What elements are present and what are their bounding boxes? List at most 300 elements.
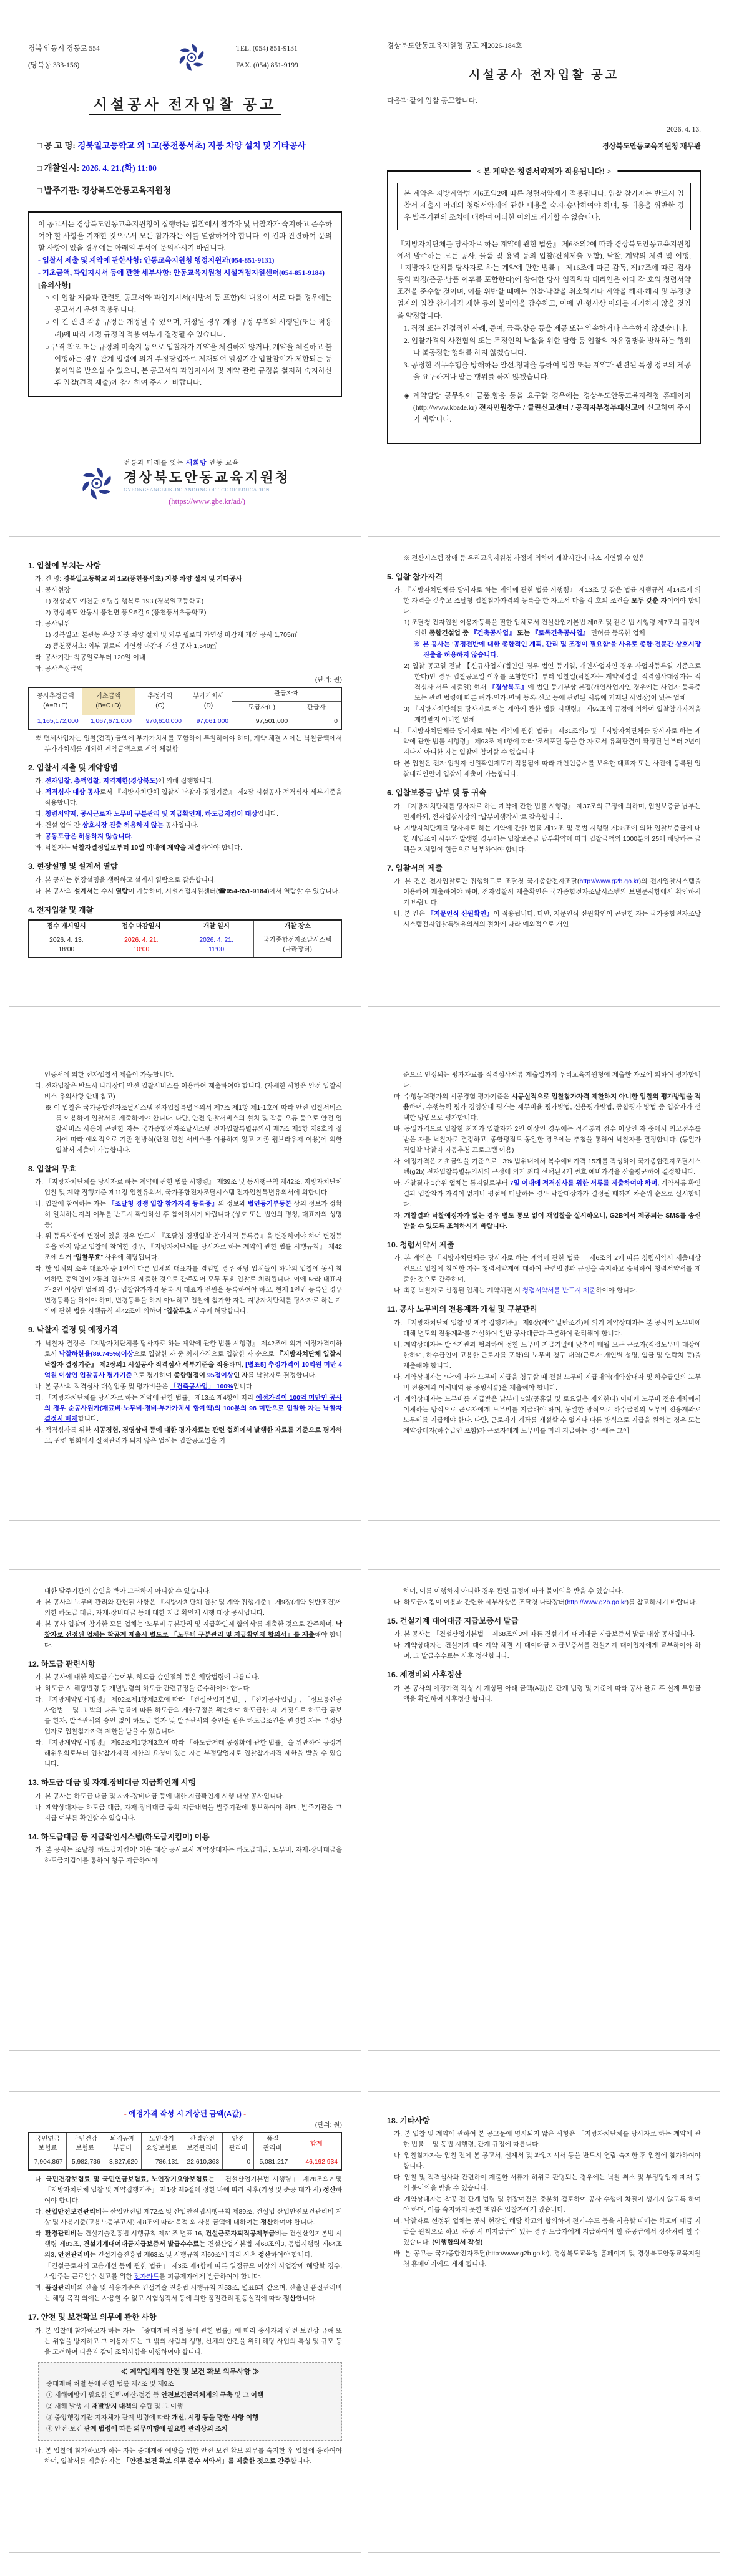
table-header-cell: 접수 마감일시 bbox=[104, 920, 179, 934]
text-run: 하여야 합니다. bbox=[273, 2219, 315, 2227]
text-run: 에 법인 등기부상 본점(개인사업자인 경우에는 사업자 등록증 또는 관련 법령에 따른 허가·인가·면허·등록·신고 등에 관련된 서류에 기재된 사업장)이 있는 업체 bbox=[414, 684, 701, 702]
text-run: 가. 본 공사는 하도급 대금 및 자재·장비대금 등에 대한 지급확인제 시행 대상 공사입니다. bbox=[35, 1792, 285, 1800]
paragraph bbox=[28, 2326, 342, 2358]
paragraph bbox=[387, 617, 701, 639]
safety-obligation-box bbox=[38, 2362, 342, 2441]
section-heading: 8. 입찰의 무효 bbox=[28, 1165, 77, 1173]
text-run: 2) 풍천풍서초: 외부 필로티 가연성 마감재 개선 공사 1,540㎡ bbox=[45, 642, 217, 651]
page-8 bbox=[368, 1569, 720, 2051]
text-run: 입찰무효 bbox=[75, 1254, 101, 1262]
text-run: (이행합의서 작성) bbox=[432, 2239, 483, 2247]
right-aligned-text bbox=[387, 124, 701, 136]
paragraph bbox=[387, 95, 701, 107]
table-header-cell: 추정가격 (C) bbox=[135, 687, 185, 715]
paragraph bbox=[28, 2207, 342, 2228]
paragraph bbox=[28, 787, 342, 808]
paragraph bbox=[38, 268, 332, 279]
text-run: 「건설근로자의 고용개선 등에 관한 법률」 제3조 제4항에 따른 일정규모 이상의 사업장에 해당할 경우, 사업주는 근로일수 신고를 위한 bbox=[44, 2262, 342, 2281]
paragraph bbox=[387, 1156, 701, 1178]
text-run: 『조달청 경쟁 입찰 참가자격 등록증』 bbox=[108, 1200, 218, 1208]
text-run: )를 참고하시기 바랍니다. bbox=[626, 1599, 698, 1606]
table-row bbox=[29, 2156, 341, 2170]
text-run: 2) 입찰 공고일 전날 【신규사업자(법인인 경우 법인 등기일, 개인사업자인 경우 사업자등록일 기준으로 한다)인 경우 입찰공고일 이후를 포함한다】부터 입찰일(낙찰자는 계약체결일, 적격심사대상자는 적격심사 서류 제출일) 현재 bbox=[404, 662, 701, 692]
text-run: 산업안전보건관리비 bbox=[45, 2208, 102, 2216]
paragraph bbox=[28, 1619, 342, 1651]
text-run: 마. bbox=[35, 833, 45, 841]
text-run: 정산 bbox=[260, 2219, 273, 2227]
paragraph bbox=[28, 1695, 342, 1737]
text-run: 3) 『지방자치단체를 당사자로 하는 계약에 관한 법률 시행령』 제92조의 규정에 의하여 입찰참가자격을 제한받지 아니한 업체 bbox=[404, 705, 701, 724]
text-run: 3. 공정한 직무수행을 방해하는 알선.청탁을 통하여 입찰 또는 계약과 관련된 특정 정보의 제공을 요구하거나 받는 행위를 하지 않겠습니다. bbox=[404, 361, 691, 381]
text-run: 바. 본 공사 입찰에 참가한 모든 업체는 '노무비 구분관리 및 지급확인제 합의서'를 제출한 것으로 간주하며, bbox=[35, 1620, 336, 1628]
text-run: 는 「건설산업기본법 시행령」 제26조의2 및 「지방자치단체 입찰 및 계약집행기준」 제1장 제9절에 정한 바에 따라 사후(기성 및 준공 대가 시) bbox=[44, 2176, 342, 2194]
paragraph bbox=[387, 1318, 701, 1339]
spacer bbox=[397, 427, 691, 435]
table-header-cell: 퇴직공제 부금비 bbox=[104, 2133, 141, 2156]
text-run: ○ 규격 착오 또는 규정의 미숙지 등으로 입찰자가 계약을 체결하지 않거나, 계약을 체결하고 불이행하는 경우 관계 법령에 의거 부정당업자로 제재되어 일정기간 입찰참여가 제한되는 등 불이익을 받으실 수 있으니, 본 공고서의 과업지시서 및 계약 관련 규정을 철저히 숙지하신 후 입찰(견적 제출)에 참가하여 주시기 바랍니다. bbox=[45, 343, 332, 387]
text-run: 건설근로자퇴직공제부금비 bbox=[205, 2230, 281, 2238]
section-heading: 2. 입찰서 제출 및 계약방법 bbox=[28, 763, 118, 773]
text-run: 가. 본 건은 전자입찰로만 집행하므로 조달청 국가종합전자조달( bbox=[394, 878, 580, 886]
paragraph bbox=[28, 843, 342, 853]
text-run: 안동 교육 bbox=[207, 460, 240, 467]
text-run: 는 건설기술진흥법 시행규칙 제61조 별표 16, bbox=[76, 2230, 206, 2238]
table-cell: 7,904,867 bbox=[29, 2156, 66, 2170]
page-10 bbox=[368, 2091, 720, 2553]
text-run: 2) 경상북도 안동시 풍천면 풍요5길 9 (풍천풍서초등학교) bbox=[45, 609, 207, 617]
document-title-text: 시설공사 전자입찰 공고 bbox=[89, 97, 282, 115]
education-office-logo-icon bbox=[177, 43, 206, 72]
paragraph bbox=[28, 875, 342, 886]
text-run: 가. 본 공사는 조달청 '하도급지킴이' 이용 대상 공사로서 계약상대자는 하도급대금, 노무비, 자재·장비대금을 하도급지킴이를 통하여 청구·지급하여야 bbox=[35, 1846, 342, 1865]
box-line bbox=[46, 2379, 334, 2390]
text-run: ☎054-851-9184 bbox=[218, 887, 267, 895]
paragraph bbox=[387, 1372, 701, 1393]
text-run: 마. bbox=[35, 2284, 46, 2292]
paragraph bbox=[387, 1211, 701, 1232]
section-heading: 11. 공사 노무비의 전용계좌 개설 및 구분관리 bbox=[387, 1305, 537, 1314]
text-run: 『토목건축공사업』 bbox=[531, 629, 589, 637]
paragraph bbox=[28, 1738, 342, 1770]
text-run: 건설기계대여대금지급보증서 발급수수료 bbox=[83, 2240, 200, 2249]
paragraph bbox=[28, 652, 342, 663]
paragraph bbox=[28, 2261, 342, 2282]
text-run: 다. 본 입찰은 전자 입찰자 신원확인제도가 적용됨에 따라 개인인증서를 보유한 대표자 또는 사전에 등록된 입찰대리인만이 입찰서 제출이 가능합니다. bbox=[394, 760, 701, 778]
text-run: 환경관리비 bbox=[45, 2230, 77, 2238]
text-run: 에 신고하여 주시기 바랍니다. bbox=[413, 404, 692, 424]
paragraph bbox=[28, 641, 342, 652]
text-run: 청렴서약제, 공사근로자 노무비 구분관리 및 지급확인제, 하도급지킴이 대상 bbox=[44, 810, 258, 818]
text-run: 경상북도안동교육지원청 재무관 bbox=[602, 142, 701, 150]
text-run: 하여야 합니다. bbox=[44, 2186, 342, 2205]
paragraph bbox=[387, 726, 701, 758]
text-run: ② 재해 발생 시 bbox=[46, 2403, 92, 2411]
text-run: 하고, 관련 협회에서 실적관리가 되지 않은 업체는 입찰공고일을 기 bbox=[44, 1426, 342, 1445]
text-run: 의 수립 및 그 이행 bbox=[131, 2403, 183, 2411]
paragraph bbox=[28, 596, 342, 607]
text-run: 나. bbox=[35, 2176, 46, 2184]
table-header-cell: 기초금액 (B=C+D) bbox=[82, 687, 135, 715]
table-row bbox=[29, 2133, 341, 2156]
document-title: 시설공사 전자입찰 공고 bbox=[468, 69, 620, 82]
text-run: http://www.g2b.go.kr bbox=[579, 878, 639, 886]
text-run: 나. 입찰에 참여하는 자는 bbox=[35, 1200, 109, 1208]
page-2 bbox=[368, 24, 720, 526]
text-run: 다. 입찰 및 적격심사와 관련하여 제출한 서류가 허위로 판명되는 경우에는 낙찰 취소 및 부정당업자 제재 등의 불이익을 받을 수 있습니다. bbox=[394, 2174, 701, 2192]
text-run: 시공경험, 경영상태 등에 대한 평가자료는 관련 협회에서 발행한 자료를 기준으로 평가 bbox=[93, 1426, 336, 1434]
integrity-pledge-box bbox=[387, 167, 701, 444]
table-header-cell: 합계 bbox=[291, 2133, 341, 2156]
text-run: 7일 이내에 적격심사를 위한 서류를 제출하여야 하며 bbox=[509, 1179, 658, 1187]
agency-name-english: GYEONGSANGBUK-DO ANDONG OFFICE OF EDUCATION bbox=[124, 487, 270, 493]
text-run: ◈ 계약담당 공무원이 금품.향응 등을 요구할 경우에는 경상북도안동교육지원청 홈페이지(http://www.kbade.kr) bbox=[404, 392, 691, 412]
text-run: 입니다. bbox=[233, 1382, 254, 1390]
paragraph bbox=[387, 1340, 701, 1372]
bid-schedule-table bbox=[28, 919, 342, 958]
text-run: 정산 bbox=[258, 2251, 271, 2259]
box-title: ≪ 계약업체의 안전 및 보건 확보 의무사항 ≫ bbox=[120, 2368, 260, 2376]
text-run: [별표5] 추정가격이 10억원 미만 4억원 이상인 입찰공사 평가기준 bbox=[44, 1360, 343, 1379]
spacer bbox=[28, 203, 342, 206]
text-run: 상의 정보가 정확히 일치하는지의 여부를 반드시 확인하신 후 참여하시기 바랍니다.(상호 또는 법인의 명칭, 대표자의 성명 등) bbox=[44, 1200, 342, 1229]
table-body bbox=[29, 934, 341, 957]
text-run: ※ 본 공사는 '공정전반에 대한 종합적인 계획, 관리 및 조정이 필요함'을 사유로 종합·전문간 상호시장 진출을 허용하지 않습니다. bbox=[414, 641, 701, 659]
table-cell: 786,131 bbox=[141, 2156, 182, 2170]
text-run: 으로 평가하여 bbox=[132, 1371, 174, 1379]
table-header-cell: 관급자재 bbox=[232, 687, 341, 701]
section-heading: 14. 하도급대금 등 지급확인시스템(하도급지킴이) 이용 bbox=[28, 1832, 210, 1841]
paragraph bbox=[28, 1425, 342, 1446]
table-head bbox=[29, 687, 341, 715]
text-run: 이 가능하며, 시설거점지원센터( bbox=[128, 887, 218, 895]
paragraph bbox=[387, 1629, 701, 1640]
text-run: 바. 낙찰자는 bbox=[35, 844, 72, 852]
text-run: 인 자 bbox=[233, 1371, 248, 1379]
paragraph bbox=[397, 323, 691, 335]
text-run: 가. 본 공사의 예정가격 작성 시 계상된 아래 금액(A값)은 관계 법령 및 기준에 따라 공사 완료 후 실제 투입금액을 확인하여 사후정산 합니다. bbox=[394, 1684, 701, 1703]
agency-website-url: (https://www.gbe.kr/ad/) bbox=[169, 497, 245, 506]
text-run: 다. 공사범위 bbox=[35, 620, 71, 628]
notice-box bbox=[28, 211, 342, 397]
paragraph bbox=[387, 1394, 701, 1436]
text-run: 공사입니다. bbox=[163, 821, 199, 830]
section-heading: 10. 청렴서약서 제출 bbox=[387, 1241, 454, 1249]
text-run: 나. 계약상대자는 건설기계 대여계약 체결 시 대여대금 지급보증서를 건설기계 대여업자에게 교부하여야 하며, 그 발급수수료는 사후 정산합니다. bbox=[394, 1642, 701, 1660]
text-run: 가. 『지방자치단체를 당사자로 하는 계약에 관한 법률 시행령』 제13조 및 같은 법률 시행규칙 제14조에 의한 자격을 갖추고 조달청 입찰참가자격의 등록을 한 자로서 다음 각 호의 조건을 bbox=[394, 586, 701, 605]
paragraph bbox=[28, 1081, 342, 1102]
text-run: 라. 계약상대자는 착공 전 관계 법령 및 현장여건을 충분히 검토하여 공사 수행에 차질이 생기지 않도록 하여야 하며, 이를 숙지하지 못한 책임은 입찰자에게 있습니다. bbox=[394, 2196, 701, 2214]
paragraph bbox=[387, 1253, 701, 1285]
paragraph bbox=[387, 1640, 701, 1662]
text-run: 95점이상 bbox=[207, 1371, 234, 1379]
table-cell: 22,610,363 bbox=[182, 2156, 222, 2170]
table-head bbox=[29, 2133, 341, 2156]
text-run: 정산 bbox=[283, 2295, 296, 2303]
text-run: 이 적용됩니다. 다만, 지문인식 신원확인이 곤란한 자는 국가종합전자조달시스템전자입찰특별유의서의 절차에 따라 예외적으로 개인 bbox=[403, 910, 702, 929]
text-run: 나. 「지방자치단체를 당사자로 하는 계약에 관한 법률」 제31조의5 및 「지방자치단체를 당사자로 하는 계약에 관한 법률 시행령」 제93조 제1항에 따라 '조세포탈 등을 한 자'로서 유죄판결이 확정된 날부터 2년이 지나지 아니한 자는 입찰에 참여할 수 없습니다 bbox=[394, 727, 701, 757]
text-run: 로서 『지방자치단체 입찰시 낙찰자 결정기준』 제2장 시설공사 적격심사 세부기준을 적용합니다. bbox=[44, 788, 342, 807]
paragraph bbox=[28, 886, 342, 897]
text-run: http://www.g2b.go.kr bbox=[567, 1599, 627, 1606]
paragraph bbox=[387, 1092, 701, 1123]
paragraph bbox=[28, 1803, 342, 1824]
agency-footer bbox=[28, 458, 342, 510]
letterhead-address bbox=[28, 41, 147, 75]
text-run: 는 건설산업기본법 제68조의3, 동법시행령 제64조의3, bbox=[44, 2240, 342, 2259]
text-run: 안전보건관리체계의 구축 bbox=[161, 2391, 233, 2399]
paragraph bbox=[387, 639, 701, 661]
text-run: 다. 전자입찰은 반드시 나라장터 안전 입찰서비스를 이용하여 제출하여야 합니다. (자세한 사항은 안전 입찰서비스 유의사항 안내 참고) bbox=[35, 1082, 342, 1100]
text-run: )의 전자입찰시스템을 이용하여 제출하여야 하며, 전자입찰서 제출확인은 국가종합전자조달시스템의 보낸문서함에서 확인하시기 바랍니다. bbox=[403, 878, 702, 907]
text-run: 전자카드 bbox=[134, 2273, 160, 2281]
paragraph bbox=[387, 909, 701, 930]
paragraph bbox=[387, 661, 701, 704]
spacer bbox=[397, 384, 691, 390]
text-run: ④ 안전·보건 bbox=[46, 2425, 84, 2433]
text-run: 국민건강보험료 및 국민연금보험료, 노인장기요양보험료 bbox=[46, 2176, 208, 2184]
text-run: 다음과 같이 입찰 공고합니다. bbox=[387, 97, 477, 105]
paragraph bbox=[387, 1070, 701, 1091]
text-run: 나. 입찰참가자는 입찰 전에 본 공고서, 설계서 및 과업지시서 등을 반드시 열람·숙지한 후 입찰에 참가하여야 합니다. bbox=[394, 2152, 701, 2171]
text-run: 나. 지방자치단체를 당사자로 하는 계약에 관한 법률 제12조 및 동법 시행령 제38조에 의한 입찰보증금에 대한 세입조치 사유가 발생한 경우에는 입찰보증금 납부확약에 따라 입찰금액의 1000분의 25에 해당하는 금액을 지체없이 현금으로 납부하여야 합니다. bbox=[394, 824, 701, 853]
paragraph bbox=[28, 1791, 342, 1802]
table-cell: 5,081,217 bbox=[254, 2156, 291, 2170]
spacer bbox=[28, 117, 342, 135]
text-run: 마. 공사추정금액 bbox=[35, 665, 83, 673]
text-run: 다. 계약상대자는 “나”에 따라 노무비 지급을 청구할 때 전월 노무비 지급내역(계약상대자 및 하수급인의 노무비 전용계좌 이체내역 등 증빙서류)을 제출해야 합니다. bbox=[394, 1373, 701, 1392]
table-header-cell: 접수 개시일시 bbox=[29, 920, 104, 934]
square-bullet-icon: □ bbox=[37, 140, 44, 150]
text-run: 이어야 합니다. bbox=[403, 597, 701, 616]
paragraph bbox=[387, 1178, 701, 1210]
page-3 bbox=[9, 536, 361, 1007]
text-run: 낙찰자결정일로부터 10일 이내에 계약을 체결 bbox=[72, 844, 201, 852]
text-run: 바. 본 공고는 국가종합전자조달(http://www.g2b.go.kr), 경상북도교육청 홈페이지 및 경상북도안동교육지원청 홈페이지에도 게재 됩니다. bbox=[394, 2250, 701, 2269]
paragraph bbox=[387, 1286, 701, 1296]
paragraph bbox=[28, 1264, 342, 1317]
table-body bbox=[29, 2156, 341, 2170]
text-run: 또는 bbox=[515, 629, 532, 637]
text-run: 안전관리비 bbox=[57, 2251, 90, 2259]
text-run: 가. 본 입찰 및 계약에 관하여 본 공고문에 명시되지 않은 사항은 「지방자치단체를 당사자로 하는 계약에 관한 법률」 및 동법 시행령, 관계 규정에 따릅니다. bbox=[394, 2130, 701, 2149]
text-run: ※ 전산시스템 장애 등 우리교육지원청 사정에 의하여 개찰시간이 다소 지연될 수 있음 bbox=[403, 554, 645, 562]
paragraph bbox=[38, 293, 332, 316]
text-run: 열람 bbox=[115, 887, 129, 895]
text-run: ※ 면세사업자는 입찰(견적) 금액에 부가가치세를 포함하여 투찰하여야 하며, 계약 체결 시에는 낙찰금액에서 부가가치세를 제외한 계약금액으로 계약 체결함 bbox=[35, 735, 342, 753]
text-run: ③ 중앙행정기관·지자체가 관계 법령에 따라 bbox=[46, 2414, 172, 2422]
text-run: 나. bbox=[35, 788, 46, 797]
page-6 bbox=[368, 1053, 720, 1521]
text-run: 나. 최종 낙찰자로 선정된 업체는 계약체결 시 bbox=[394, 1287, 522, 1295]
agency-footer-text bbox=[124, 458, 290, 508]
text-run: 라. 계약상대자는 노무비를 지급받은 날부터 5일(공휴일 및 토요일은 제외한다) 이내에 노무비 전용계좌에서 이체하는 방식으로 근로자에게 노무비를 지급해야 하며, 동일한 방식으로 하수급인의 노무비 전용계좌로 노무비를 지급해야 한다. 다만, 근로자가 계좌를 개설할 수 없거나 다른 방식으로 지급을 원하는 경우 또는 계약상대자(하수급인 포함)가 근로자에게 노무비를 미리 지급하는 경우에는 그에 bbox=[394, 1395, 701, 1435]
text-run: ① 재해예방에 필요한 인력·예산·점검 등 bbox=[46, 2391, 162, 2399]
paragraph bbox=[387, 1683, 701, 1705]
table-cell: 1,067,671,000 bbox=[82, 715, 135, 729]
text-run: 마. 수행능력평가의 시공경험 평가기준은 bbox=[394, 1093, 512, 1100]
text-run: 본 계약은 지방계약법 제6조의2에 따른 청렴서약제가 적용됩니다. 입찰 참가자는 반드시 입찰서 제출시 아래의 청렴서약제에 관한 내용을 숙지·승낙하여야 하며, 동 내용을 위반한 경우 발주기관의 조치에 대하여 어떠한 이의도 제기할 수 없습니다. bbox=[404, 190, 684, 221]
paragraph bbox=[387, 2172, 701, 2194]
text-run: 합니다. bbox=[290, 2457, 311, 2466]
paragraph bbox=[28, 1672, 342, 1683]
table-cell: 0 bbox=[291, 715, 341, 729]
box-line bbox=[46, 2413, 334, 2423]
text-run: 재발방지 대책 bbox=[91, 2403, 132, 2411]
text-run: 나. 하도급 시 해당법령 등 개별법령의 하도급 관련규정을 준수하여야 합니다 bbox=[35, 1685, 250, 1693]
text-run: ※ 이 입찰은 국가종합전자조달시스템 전자입찰특별유의서 제7조 제1항 제1-1호에 따라 안전 입찰서비스를 이용하여 입찰서를 제출하여야 합니다. 다만, 안전 입찰서비스의 설치 및 작동 오류 등으로 안전 입찰서비스 사용이 곤란한 자는 국가종합전자조달시스템 전자입찰특별유의서 제7조 제1항 제8호의 절차에 따라 예외적으로 기존 웹방식(안전 입찰 서비스를 이용하지 않고 기존 웹브라우저 이용)에 의한 입찰서 제출이 가능합니다. bbox=[45, 1104, 342, 1154]
text-run: 개선, 시정 등을 명한 사항 이행 bbox=[172, 2414, 259, 2422]
text-run: 하며, 이를 이행하지 아니한 경우 관련 규정에 따라 불이익을 받을 수 있습니다. bbox=[403, 1587, 624, 1595]
box-line bbox=[46, 2390, 334, 2401]
paragraph bbox=[28, 664, 342, 674]
labeled-item bbox=[28, 184, 342, 198]
box-line bbox=[46, 2401, 334, 2412]
text-run: 이 공고서는 경상북도안동교육지원청이 집행하는 입찰에서 참가자 및 낙찰자가 숙지하고 준수하여야 할 사항을 기재한 것으로서 모든 참가자는 이를 열람하여야 합니다. 이 건과 관련하여 문의할 사항이 있을 경우에는 아래의 부서에 문의하시기 바랍니다. bbox=[38, 220, 332, 252]
text-run: 품질관리비 bbox=[45, 2284, 77, 2292]
paragraph bbox=[387, 2216, 701, 2248]
text-run: 「안전·보건 확보 의무 준수 서약서」를 제출한 것으로 간주 bbox=[123, 2457, 291, 2466]
text-run: 정산 bbox=[323, 2186, 336, 2194]
table-row bbox=[29, 687, 341, 701]
table-header-cell: 공사추정금액 (A=B+E) bbox=[29, 687, 82, 715]
paragraph bbox=[387, 704, 701, 725]
section-heading: 5. 입찰 참가자격 bbox=[387, 573, 443, 581]
text-run: 다. 위 등록사항에 변경이 있을 경우 반드시 『조달청 경쟁입찰 참가자격 등록증』을 변경하여야 하며 변경등록을 하지 않고 입찰에 참여한 경우, 『지방자치단체를 당사자로 하는 계약에 관한 법률 시행규칙』 제42조에 의거 “ bbox=[35, 1232, 342, 1262]
text-run: 가. bbox=[35, 777, 45, 785]
paragraph bbox=[387, 1586, 701, 1597]
text-run: 전자입찰, 총액입찰, 지역제한(경상북도) bbox=[44, 777, 158, 785]
paragraph bbox=[38, 255, 332, 267]
paragraph bbox=[28, 1683, 342, 1694]
text-run: 및 그 bbox=[232, 2391, 251, 2399]
paragraph bbox=[28, 1231, 342, 1263]
table-cell: 3,827,620 bbox=[104, 2156, 141, 2170]
estimated-cost-table bbox=[28, 687, 342, 730]
text-run: 나. 본 공사의 bbox=[35, 887, 74, 895]
paragraph bbox=[387, 585, 701, 617]
paragraph bbox=[28, 1597, 342, 1619]
paragraph bbox=[28, 1382, 342, 1392]
text-run: 「건축공사업」 100% bbox=[170, 1382, 233, 1390]
table-cell: 970,610,000 bbox=[135, 715, 185, 729]
text-run: 하며, bbox=[228, 1360, 246, 1368]
text-run: 자. bbox=[394, 1212, 404, 1219]
text-run: 관계 법령에 따른 의무이행에 필요한 관리상의 조치 bbox=[84, 2425, 228, 2433]
paragraph bbox=[28, 1070, 342, 1080]
text-run: 『지문인식 신원확인』 bbox=[427, 910, 494, 918]
table-header-cell: 관급자 bbox=[291, 702, 341, 715]
agency-slogan bbox=[124, 458, 290, 468]
text-run: 1. 직접 또는 간접적인 사례, 증여, 금품.향응 등을 제공 또는 약속하거나 수수하지 않겠습니다. bbox=[404, 324, 688, 332]
section-heading: 16. 제경비의 사후정산 bbox=[387, 1670, 462, 1680]
section-heading: 6. 입찰보증금 납부 및 동 귀속 bbox=[387, 788, 487, 798]
text-run: 가. 낙찰자 결정은 『지방자치단체를 당사자로 하는 계약에 관한 법률 시행령』 제42조에 의거 예정가격이하로서 bbox=[35, 1339, 342, 1358]
box-legend: < 본 계약은 청렴서약제가 적용됩니다! > bbox=[471, 165, 617, 178]
text-run: 사. 예정가격은 기초금액을 기준으로 ±3% 범위내에서 복수예비가격 15개를 작성하여 국가종합전자조달시스템(g2b) 전자입찰특별유의서의 규정에 의거 최다 선택된 4개 번호 예비가격을 산술평균하여 결정합니다. bbox=[394, 1158, 701, 1176]
paragraph bbox=[38, 219, 332, 254]
paragraph bbox=[387, 2151, 701, 2172]
text-run: 발주기관: bbox=[44, 186, 82, 196]
text-run: 가. 본 공사는 「건설산업기본법」 제68조의3에 따른 건설기계 대여대금 지급보증서 발급 대상 공사입니다. bbox=[394, 1630, 695, 1639]
a-value-settlement-table bbox=[28, 2132, 342, 2171]
section-heading: 9. 낙찰자 결정 및 예정가격 bbox=[28, 1325, 118, 1335]
text-run: 전통과 미래를 잇는 bbox=[124, 460, 187, 467]
table-cell: 97,501,000 bbox=[232, 715, 291, 729]
text-run: 라. 『지방계약법시행령』 제92조제1항제3호에 따라 「하도급거래 공정화에 관한 법률」을 위반하여 공정거래위원회로부터 입찰참가자격 제한의 요청이 있는 자는 부정당업자로 입찰참가자격 제한을 받을 수 있습니다. bbox=[35, 1739, 342, 1768]
paragraph bbox=[28, 809, 342, 820]
text-run: 가. 본 계약은 「지방자치단체를 당사자로 하는 계약에 관한 법률」 제6조의 2에 따른 청렴서약서 제출대상 건으로 입찰에 참여한 자는 청렴서약제에 대하여 관련법령과 규정을 숙지하고 승낙하여 청렴서약서를 제출한 것으로 간주하며, bbox=[394, 1254, 701, 1284]
paragraph bbox=[28, 831, 342, 842]
text-run: 경상북도안동교육지원청 공고 제2026-184호 bbox=[387, 42, 522, 50]
text-run: 라. 건설 업역 간 bbox=[35, 821, 82, 830]
paragraph bbox=[387, 876, 701, 908]
text-run: 의 정보와 bbox=[218, 1200, 248, 1208]
letterhead-logo bbox=[177, 41, 206, 78]
table-head bbox=[29, 920, 341, 934]
text-run: 가. 건 명: bbox=[35, 575, 64, 583]
inner-notice-box bbox=[397, 183, 691, 230]
paragraph bbox=[397, 239, 691, 322]
right-aligned-text bbox=[387, 141, 701, 153]
paragraph bbox=[387, 2129, 701, 2150]
labeled-item bbox=[28, 162, 342, 175]
table-header-cell: 안전 관리비 bbox=[223, 2133, 254, 2156]
text-run: 하여야 합니다. bbox=[595, 1287, 638, 1295]
text-run: 는 산업안전법 제72조 및 산업안전법시행규칙 제89조, 건설업 산업안전보건관리비 계상 및 사용기준(고용노동부고시) 제8조에 따라 목적 외 사용 금액에 대하여는 bbox=[44, 2208, 342, 2227]
paragraph bbox=[28, 1339, 342, 1381]
table-header-cell: 도급자(E) bbox=[232, 702, 291, 715]
paragraph bbox=[387, 2194, 701, 2215]
table-header-cell: 개찰 장소 bbox=[254, 920, 341, 934]
text-run: 다. bbox=[35, 2208, 46, 2216]
spacer bbox=[387, 136, 701, 141]
text-run: 『건축공사업』 bbox=[470, 629, 516, 637]
paragraph bbox=[28, 630, 342, 641]
text-run: 해야 합니다. bbox=[44, 1631, 342, 1649]
text-run: 가. 『지방자치단체를 당사자로 하는 계약에 관한 법률 시행령』 제37조의 규정에 의하며, 입찰보증금 납부는 면제하되, 전자입찰서상의 “납부이행각서”로 갈음합니다. bbox=[394, 802, 701, 821]
page-7 bbox=[9, 1569, 361, 2051]
text-run: 예정가격 작성 시 계상된 금액(A값) bbox=[129, 2109, 242, 2118]
text-run: 청렴서약서를 반드시 제출 bbox=[522, 1287, 596, 1295]
text-run: 1) 조달청 전자입찰 이용자등록을 필한 업체로서 건설산업기본법 제8조 및 같은 법 시행령 제7조의 규정에 의한 bbox=[404, 619, 701, 637]
agency-name: 경상북도안동교육지원청 bbox=[124, 469, 290, 485]
table-header-cell: 부가가치세 (D) bbox=[185, 687, 232, 715]
text-run: 종합건설업 중 bbox=[429, 629, 471, 637]
page-4 bbox=[368, 536, 720, 1007]
text-run: 가. 『지방자치단체를 당사자로 하는 계약에 관한 법률 시행령』 제39조 및 동시행규칙 제42조, 지방자치단체 입찰 및 계약 집행기준 제11장 입찰유의서, 국가종합전자조달시스템 전자입찰특별유의서에 의합니다. bbox=[35, 1178, 342, 1197]
text-run: 적격심사 대상 공사 bbox=[45, 788, 100, 797]
table-cell: 2026. 4. 13. 18:00 bbox=[29, 934, 104, 957]
text-run: 경북일고등학교 외 1교(풍천풍서초) 지붕 차양 설치 및 기타공사 bbox=[77, 140, 306, 150]
address-line: (당북동 333-156) bbox=[28, 62, 80, 70]
right-aligned-text bbox=[28, 2120, 342, 2131]
text-run: 는 수시 bbox=[92, 887, 116, 895]
paragraph bbox=[28, 585, 342, 596]
right-aligned-text bbox=[28, 675, 342, 685]
text-run: 새희망 bbox=[186, 460, 207, 467]
text-run: 하여야 합니다. bbox=[200, 844, 243, 852]
text-run: 대한 발주기관의 승인을 받아 그러하지 아니할 수 있습니다. bbox=[44, 1587, 211, 1595]
table-row bbox=[29, 934, 341, 957]
text-run: 2026. 4. 21.(화) 11:00 bbox=[81, 163, 157, 173]
text-run: - 입찰서 제출 및 계약에 관한사항: 안동교육지원청 행정지원과(054-851-9131) bbox=[38, 257, 275, 265]
table-cell: 국가종합전자조달시스템 (나라장터) bbox=[254, 934, 341, 957]
text-run: 에 의해 집행합니다. bbox=[157, 777, 214, 785]
text-run: 전자민원창구 / 클린신고센터 / 공직자부정부패신고 bbox=[479, 404, 638, 412]
square-bullet-icon: □ bbox=[37, 186, 44, 196]
box-line bbox=[46, 2424, 334, 2434]
text-run: 다. 『지방계약법시행령』 제92조제1항제2호에 따라 「건설산업기본법」, 「전기공사업법」, 「정보통신공사업법」 및 그 밖의 다른 법률에 따른 하도급의 제한규정을 위반하여 하도급한 자, 거짓으로 하도급 통보를 한자, 발주관서의 승인 없이 하도급 한자 및 발주관서의 승인을 받은 하도급조건을 변경한 자는 부정당업자로 입찰참가자격 제한을 받을 수 있습니다. bbox=[35, 1696, 342, 1736]
